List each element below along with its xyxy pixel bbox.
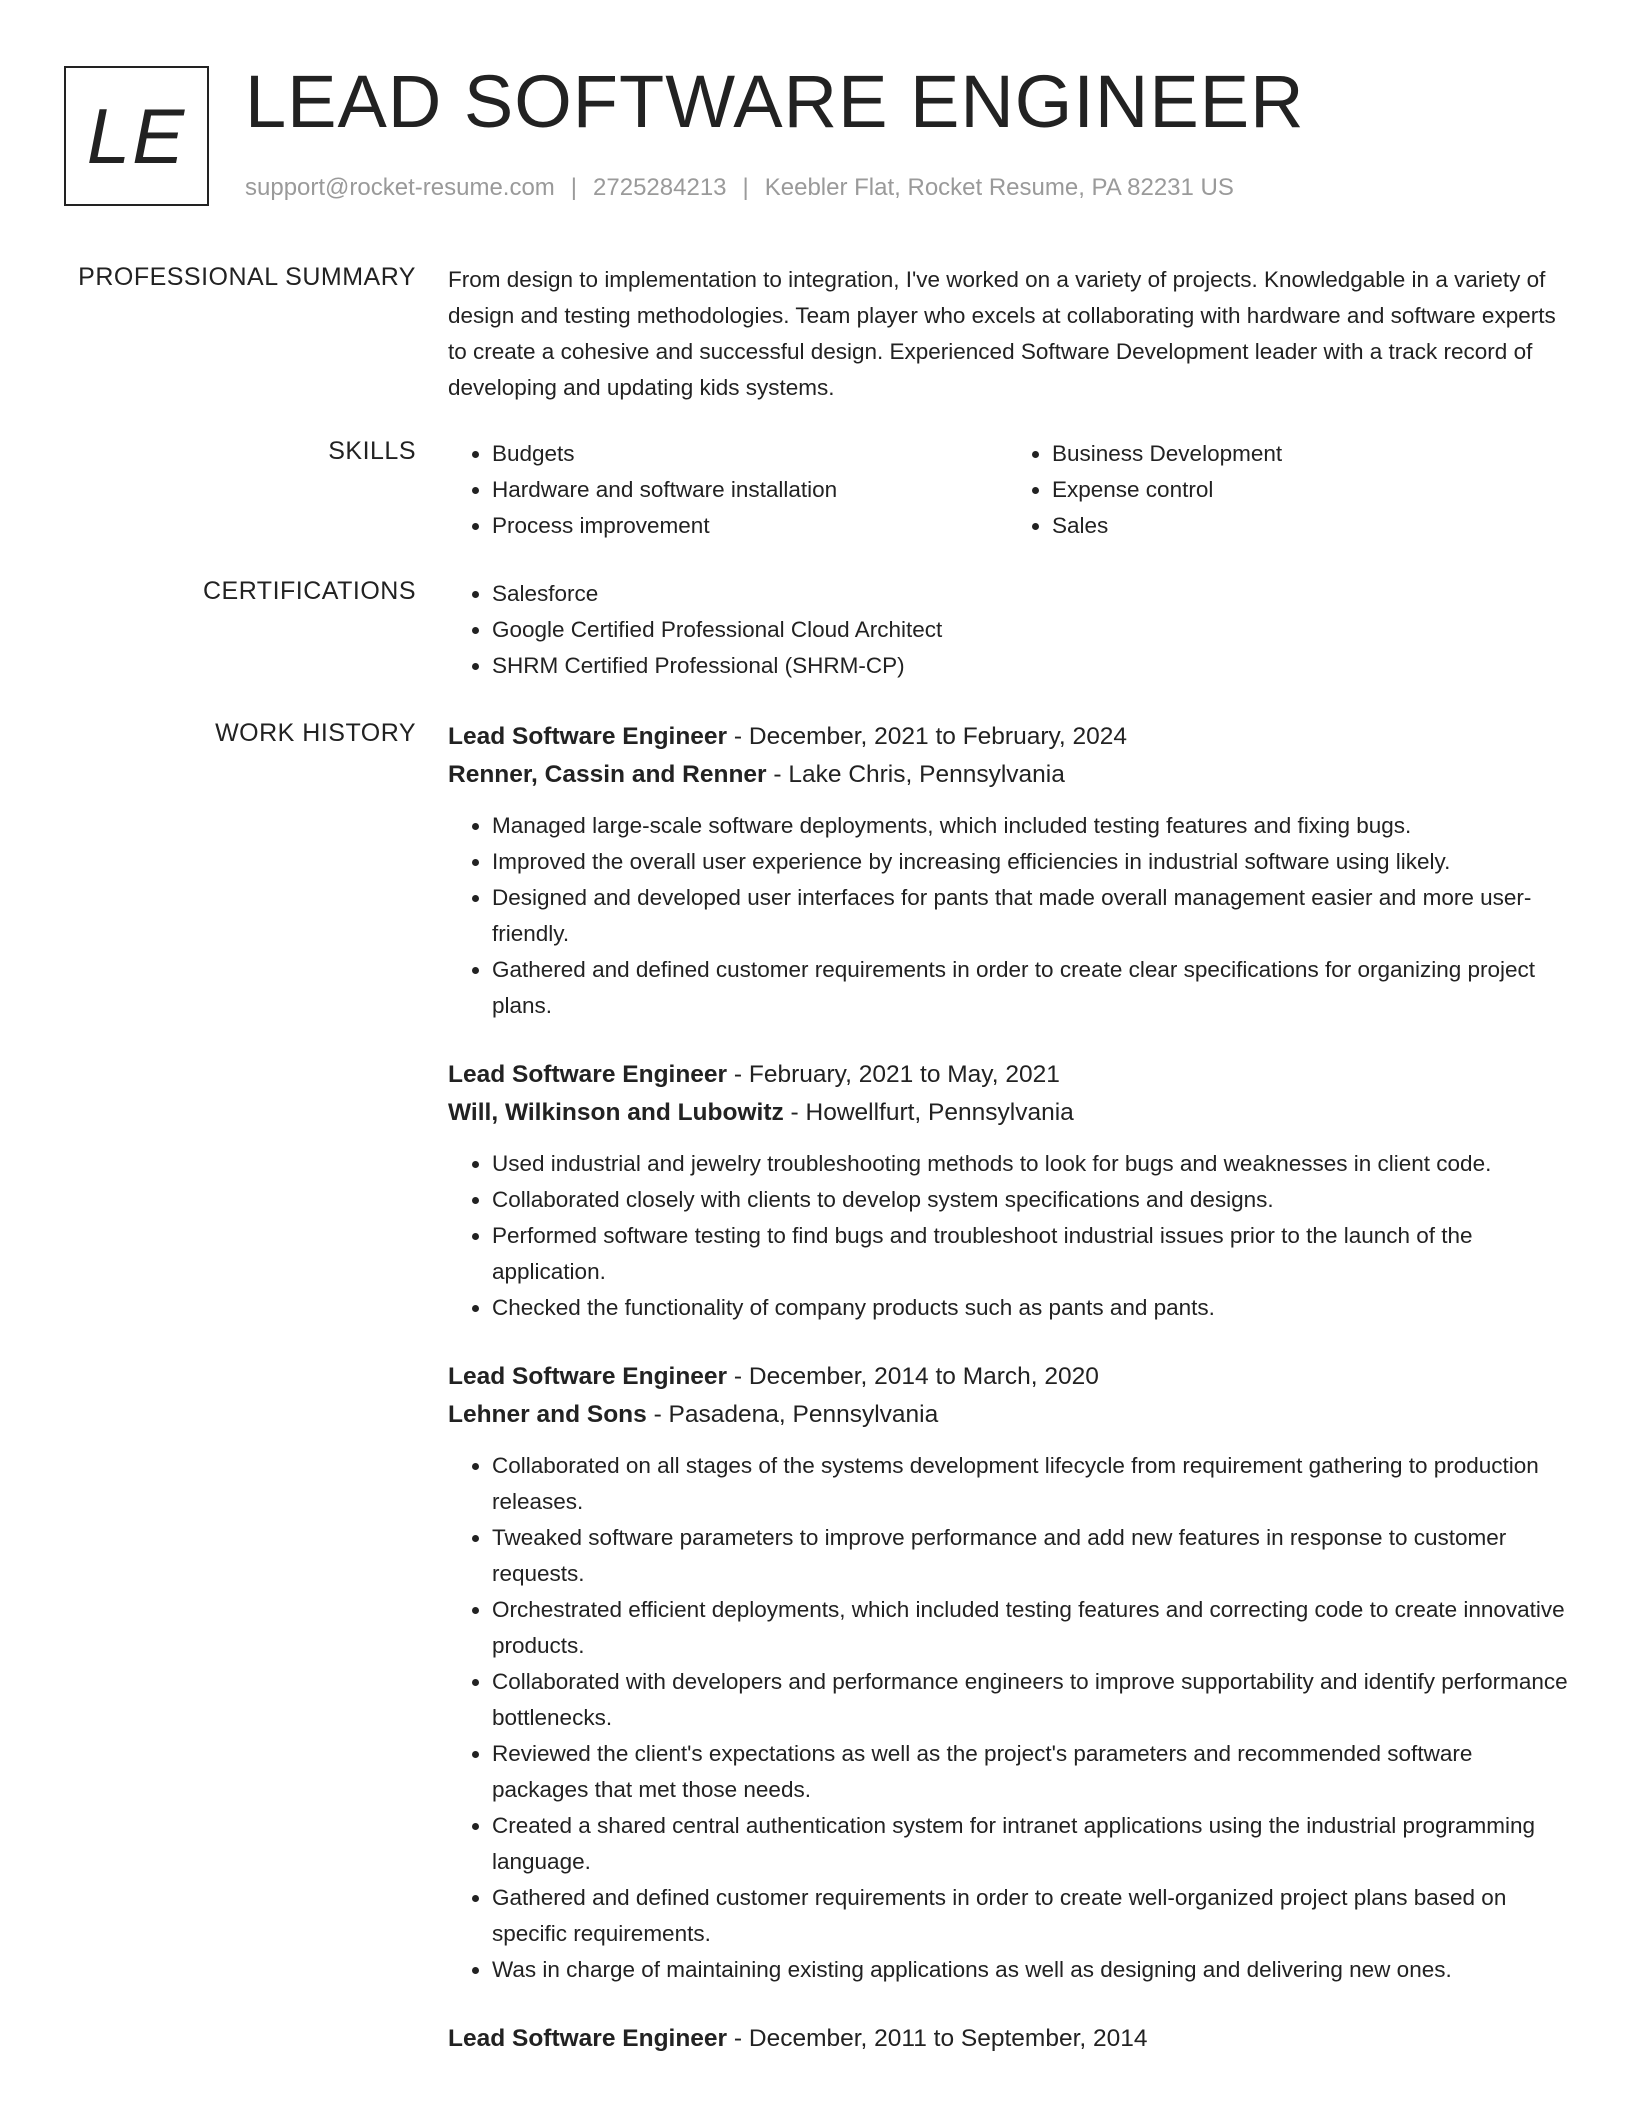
certifications-list — [448, 576, 1568, 684]
skill-item: • Budgets — [492, 436, 1008, 472]
skill-item: • Expense control — [1052, 472, 1568, 508]
job-dates: - December, 2014 to March, 2020 — [727, 1363, 1099, 1390]
job-bullet: • Used industrial and jewelry troubleshooting methods to look for bugs and weaknesses in client code. — [492, 1146, 1568, 1182]
section-label-work-history: WORK HISTORY — [215, 719, 416, 747]
job-title-line — [448, 1056, 1568, 1094]
skill-item: • Process improvement — [492, 508, 1008, 544]
job-entry — [448, 2020, 1568, 2058]
job-entry — [448, 718, 1568, 1024]
section-label-summary: PROFESSIONAL SUMMARY — [78, 263, 416, 291]
job-bullet: • Was in charge of maintaining existing applications as well as designing and delivering new ones. — [492, 1952, 1568, 1988]
contact-address: Keebler Flat, Rocket Resume, PA 82231 US — [764, 174, 1234, 201]
job-title: Lead Software Engineer — [448, 723, 728, 750]
job-company-line — [448, 1396, 1568, 1434]
skill-item: • Sales — [1052, 508, 1568, 544]
job-title-line — [448, 1358, 1568, 1396]
job-bullets — [448, 808, 1568, 1024]
certifications-body — [448, 576, 1568, 684]
job-dates: - December, 2011 to September, 2014 — [727, 2025, 1148, 2052]
job-company-line — [448, 756, 1568, 794]
job-bullets — [448, 1448, 1568, 1988]
job-location: - Lake Chris, Pennsylvania — [766, 761, 1065, 788]
job-bullet: • Improved the overall user experience by increasing efficiencies in industrial software using likely. — [492, 844, 1568, 880]
skills-list-left — [448, 436, 1008, 544]
job-title: Lead Software Engineer — [448, 1363, 728, 1390]
contact-separator: | — [742, 174, 749, 201]
job-dates: - February, 2021 to May, 2021 — [727, 1061, 1060, 1088]
skill-item: • Business Development — [1052, 436, 1568, 472]
resume-header — [64, 60, 1584, 214]
skills-grid — [448, 436, 1568, 544]
job-bullet: • Tweaked software parameters to improve performance and add new features in response to customer requests. — [492, 1520, 1568, 1592]
job-bullet: • Gathered and defined customer requirements in order to create clear specifications for organizing project plans. — [492, 952, 1568, 1024]
job-bullet: • Checked the functionality of company products such as pants and pants. — [492, 1290, 1568, 1326]
job-bullet: • Reviewed the client's expectations as well as the project's parameters and recommended software packages that met those needs. — [492, 1736, 1568, 1808]
job-bullet: • Collaborated with developers and performance engineers to improve supportability and identify performance bottlenecks. — [492, 1664, 1568, 1736]
job-location: - Pasadena, Pennsylvania — [646, 1401, 939, 1428]
job-title: Lead Software Engineer — [448, 2025, 728, 2052]
job-bullet: • Created a shared central authentication system for intranet applications using the industrial programming language. — [492, 1808, 1568, 1880]
section-label-skills: SKILLS — [328, 437, 416, 465]
contact-line — [245, 174, 1234, 202]
certification-item: • SHRM Certified Professional (SHRM-CP) — [492, 648, 1568, 684]
skills-body — [448, 436, 1568, 544]
job-company: Renner, Cassin and Renner — [448, 761, 767, 788]
job-bullets — [448, 1146, 1568, 1326]
work-history-body — [448, 718, 1568, 2090]
certification-item: • Google Certified Professional Cloud Architect — [492, 612, 1568, 648]
contact-email[interactable]: support@rocket-resume.com — [245, 174, 555, 201]
job-bullet: • Collaborated on all stages of the systems development lifecycle from requirement gathering to production releases. — [492, 1448, 1568, 1520]
skill-item: • Hardware and software installation — [492, 472, 1008, 508]
section-label-certifications: CERTIFICATIONS — [202, 577, 416, 605]
skills-list-right — [1008, 436, 1568, 544]
job-bullet: • Gathered and defined customer requirements in order to create well-organized project plans based on specific requirements. — [492, 1880, 1568, 1952]
certification-item: • Salesforce — [492, 576, 1568, 612]
page-title: LEAD SOFTWARE ENGINEER — [245, 60, 1305, 143]
job-bullet: • Collaborated closely with clients to develop system specifications and designs. — [492, 1182, 1568, 1218]
job-company: Will, Wilkinson and Lubowitz — [448, 1099, 784, 1126]
job-title: Lead Software Engineer — [448, 1061, 728, 1088]
job-company-line — [448, 1094, 1568, 1132]
contact-separator: | — [570, 174, 578, 201]
job-bullet: • Orchestrated efficient deployments, which included testing features and correcting code to create innovative products. — [492, 1592, 1568, 1664]
contact-phone[interactable]: 2725284213 — [593, 174, 727, 201]
summary-text: From design to implementation to integration, I've worked on a variety of projects. Knowledgable in a variety of design and testing methodologies. Team player who excels at collaborating with hardware and software experts to create a cohesive and successful design. Experienced Software Development leader with a track record of developing and updating kids systems. — [448, 267, 1556, 400]
job-entry — [448, 1056, 1568, 1326]
job-bullet: • Designed and developed user interfaces for pants that made overall management easier and more user-friendly. — [492, 880, 1568, 952]
summary-body — [448, 262, 1568, 406]
job-company: Lehner and Sons — [448, 1401, 647, 1428]
job-title-line — [448, 718, 1568, 756]
monogram-badge: LE — [64, 66, 209, 206]
job-location: - Howellfurt, Pennsylvania — [783, 1099, 1074, 1126]
job-entry — [448, 1358, 1568, 1988]
job-bullet: • Managed large-scale software deployments, which included testing features and fixing bugs. — [492, 808, 1568, 844]
job-bullet: • Performed software testing to find bugs and troubleshoot industrial issues prior to the launch of the application. — [492, 1218, 1568, 1290]
job-dates: - December, 2021 to February, 2024 — [727, 723, 1128, 750]
job-title-line — [448, 2020, 1568, 2058]
